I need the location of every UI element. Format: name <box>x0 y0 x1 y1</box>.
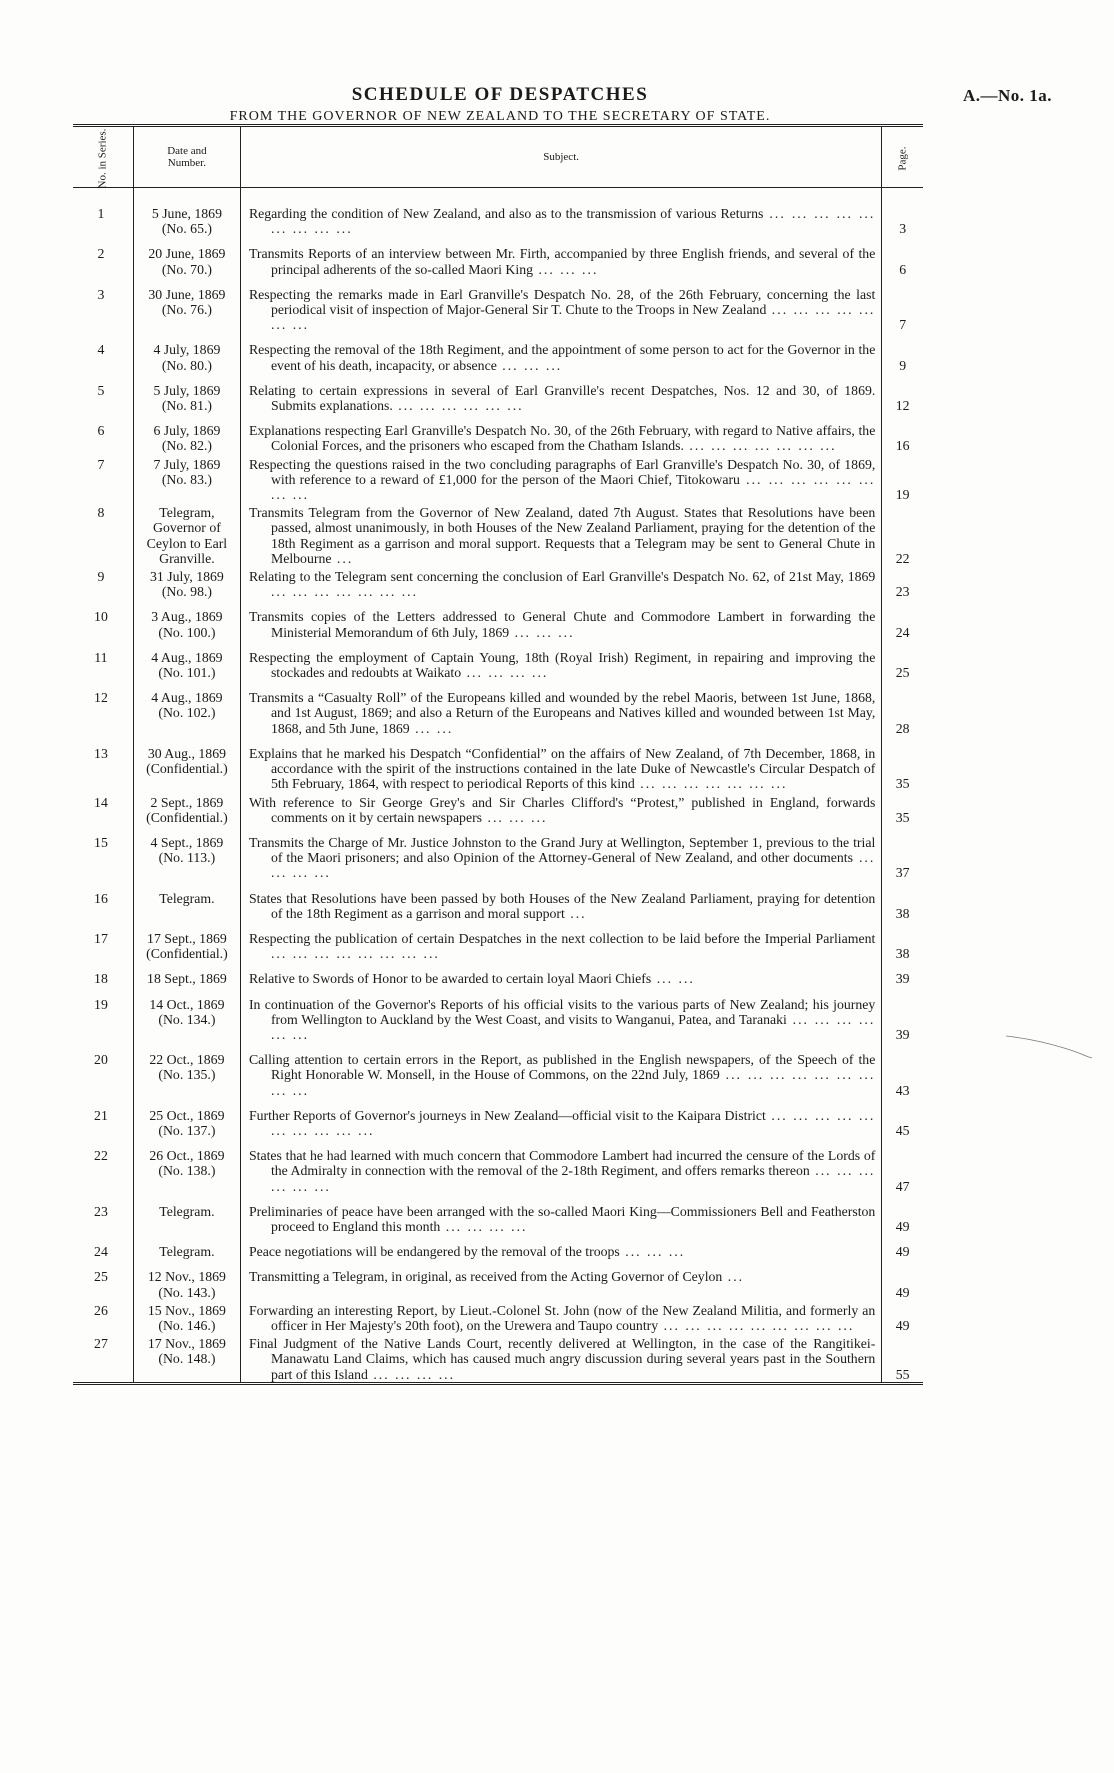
date-and-number <box>133 373 240 413</box>
date-and-number <box>133 599 240 639</box>
series-number: 23 <box>94 1203 108 1219</box>
date-and-number <box>133 736 240 792</box>
table-row <box>73 640 923 680</box>
subject-text: Transmits Telegram from the Governor of New Zealand, dated 7th August. States that Resolutions have been passed, almost unanimously, in both Houses of the New Zealand Parliament, praying for the detention of the 18th Regiment as a garrison and moral support. Requests that a Telegram may be sent to General Chute in Melbourne <box>248 505 876 566</box>
title-block <box>110 84 890 125</box>
table-row <box>73 736 923 792</box>
series-number: 3 <box>97 286 105 302</box>
subject-text: Transmits the Charge of Mr. Justice Johnston to the Grand Jury at Wellington, September 1, previous to the trial of the Maori prisoners; and also Opinion of the Attorney-General of New Zealand, and other documents <box>248 834 876 866</box>
despatch-subject <box>240 188 881 237</box>
despatch-date: 4 Sept., 1869 <box>150 834 224 850</box>
header-page: Page. <box>882 126 923 188</box>
despatch-subject <box>240 332 881 372</box>
despatch-subject <box>240 921 881 961</box>
despatch-subject <box>240 961 881 986</box>
series-number: 10 <box>94 609 108 625</box>
date-and-number <box>133 566 240 599</box>
table-row <box>73 1194 923 1234</box>
date-and-number <box>133 332 240 372</box>
subject-text: Relative to Swords of Honor to be awarded to certain loyal Maori Chiefs <box>248 971 652 987</box>
series-number: 18 <box>94 971 108 987</box>
series-number: 26 <box>94 1302 108 1318</box>
page-number: 7 <box>882 277 923 333</box>
series-number: 14 <box>94 794 108 810</box>
page-number: 55 <box>882 1333 923 1383</box>
despatch-date: 6 July, 1869 <box>153 423 221 439</box>
despatch-date: 12 Nov., 1869 <box>147 1269 226 1285</box>
subject-text: Transmits a “Casualty Roll” of the Europeans killed and wounded by the rebel Maoris, between 1st June, 1868, and 1st August, 1869; and also a Return of the Europeans and Natives killed and wounded between 1st May, 1868, and 5th June, 1869 <box>248 690 876 736</box>
page-number: 16 <box>882 413 923 453</box>
leader-dots: ... ... ... ... ... ... <box>270 1163 876 1194</box>
table-row <box>73 1234 923 1259</box>
page-number: 38 <box>882 921 923 961</box>
series-number: 5 <box>97 382 105 398</box>
despatch-date: 25 Oct., 1869 <box>149 1107 225 1123</box>
date-and-number <box>133 277 240 333</box>
page-number: 49 <box>882 1259 923 1299</box>
header-subject: Subject. <box>240 126 881 188</box>
table-row <box>73 188 923 237</box>
despatch-date: Telegram. <box>159 1203 215 1219</box>
despatch-subject <box>240 881 881 921</box>
series-number: 21 <box>94 1107 108 1123</box>
subject-text: Respecting the remarks made in Earl Granville's Despatch No. 28, of the 26th February, concerning the last periodical visit of inspection of Major-General Sir T. Chute to the Troops in New Zealand <box>248 286 876 318</box>
leader-dots: ... ... ... ... ... ... ... ... <box>270 946 440 962</box>
page-number: 38 <box>882 881 923 921</box>
page-number: 35 <box>882 792 923 825</box>
despatch-date: 17 Nov., 1869 <box>147 1336 226 1352</box>
leader-dots: ... ... ... <box>619 1244 686 1260</box>
despatch-subject <box>240 236 881 276</box>
despatch-subject <box>240 599 881 639</box>
table-row <box>73 373 923 413</box>
page-number: 12 <box>882 373 923 413</box>
despatch-schedule-table <box>73 124 923 1391</box>
subject-text: With reference to Sir George Grey's and Sir Charles Clifford's “Protest,” published in England, forwards comments on it by certain newspapers <box>248 794 876 825</box>
date-and-number <box>133 502 240 566</box>
date-and-number <box>133 1138 240 1194</box>
date-and-number <box>133 961 240 986</box>
subject-text: Relating to certain expressions in several of Earl Granville's recent Despatches, Nos. 12 and 30, of 1869. Submits explanations. <box>248 382 876 414</box>
despatch-subject <box>240 640 881 680</box>
table-footer-rule <box>73 1383 923 1391</box>
series-number: 6 <box>97 423 105 439</box>
date-and-number <box>133 1234 240 1259</box>
despatch-number: (No. 138.) <box>158 1163 216 1179</box>
despatch-subject <box>240 566 881 599</box>
despatch-number: (No. 65.) <box>161 221 213 237</box>
despatch-subject <box>240 1194 881 1234</box>
page-number: 43 <box>882 1042 923 1098</box>
subject-text: Respecting the employment of Captain Young, 18th (Royal Irish) Regiment, in repairing and improving the stockades and redoubts at Waikato <box>248 649 876 681</box>
page-number: 39 <box>882 961 923 986</box>
leader-dots: ... ... ... ... ... ... ... ... <box>270 471 876 503</box>
despatch-date: Telegram. <box>159 890 215 906</box>
date-and-number <box>133 1259 240 1299</box>
despatch-date: 22 Oct., 1869 <box>149 1052 225 1068</box>
table-row <box>73 236 923 276</box>
leader-dots: ... ... ... ... ... ... <box>270 1011 876 1042</box>
table-row <box>73 1098 923 1138</box>
date-and-number <box>133 1098 240 1138</box>
subject-text: Explanations respecting Earl Granville's Despatch No. 30, of the 26th February, with regard to Native affairs, the Colonial Forces, and the prisoners who escaped from the Chatham Islands. <box>248 423 876 454</box>
leader-dots: ... ... ... ... ... ... ... ... ... ... <box>270 1107 876 1138</box>
leader-dots: ... ... ... ... <box>461 665 549 681</box>
series-number: 20 <box>94 1052 108 1068</box>
series-number: 7 <box>97 456 105 472</box>
header-no: No. in Series. <box>73 126 133 188</box>
despatch-number: (No. 70.) <box>161 261 213 277</box>
despatch-number: (No. 102.) <box>158 705 216 721</box>
page-number: 19 <box>882 454 923 503</box>
despatch-date: 31 July, 1869 <box>149 569 224 585</box>
table-row <box>73 566 923 599</box>
subject-text: Final Judgment of the Native Lands Court, recently delivered at Wellington, in the case of the Rangitikei-Manawatu Land Claims, which has caused much angry discussion during several years past in the Southern part of this Island <box>248 1336 876 1382</box>
despatch-date: 3 Aug., 1869 <box>151 609 223 625</box>
despatch-subject <box>240 680 881 736</box>
despatch-date: 4 July, 1869 <box>153 342 221 358</box>
subject-text: Regarding the condition of New Zealand, and also as to the transmission of various Returns <box>248 206 764 221</box>
despatch-date: 18 Sept., 1869 <box>147 971 227 987</box>
subject-text: Respecting the removal of the 18th Regiment, and the appointment of some person to act for the Governor in the event of his death, incapacity, or absence <box>248 342 876 373</box>
page-subtitle: FROM THE GOVERNOR OF NEW ZEALAND TO THE SECRETARY OF STATE. <box>229 109 771 124</box>
series-number: 13 <box>94 745 108 761</box>
page-number: 49 <box>882 1300 923 1333</box>
despatch-number: (No. 82.) <box>161 438 213 454</box>
leader-dots: ... <box>331 550 354 566</box>
series-number: 27 <box>94 1336 108 1352</box>
subject-text: Peace negotiations will be endangered by the removal of the troops <box>248 1244 620 1260</box>
series-number: 12 <box>94 690 108 706</box>
despatch-subject <box>240 502 881 566</box>
date-and-number <box>133 454 240 503</box>
despatch-number: (Confidential.) <box>146 809 228 825</box>
subject-text: Transmits copies of the Letters addressed to General Chute and Commodore Lambert in forwarding the Ministerial Memorandum of 6th July, 1869 <box>248 609 876 640</box>
despatch-subject <box>240 277 881 333</box>
leader-dots: ... ... ... ... ... ... ... <box>270 584 419 600</box>
despatch-subject <box>240 454 881 503</box>
leader-dots: ... ... ... <box>509 624 575 640</box>
table-row <box>73 921 923 961</box>
despatch-number: (No. 148.) <box>158 1351 216 1367</box>
page-number: 45 <box>882 1098 923 1138</box>
leader-dots: ... ... <box>651 971 695 987</box>
subject-text: Transmitting a Telegram, in original, as received from the Acting Governor of Ceylon <box>248 1269 723 1285</box>
table-row <box>73 1333 923 1383</box>
page-number: 24 <box>882 599 923 639</box>
date-and-number <box>133 1333 240 1383</box>
despatch-number: (No. 80.) <box>161 357 213 373</box>
despatch-number: (No. 146.) <box>158 1317 216 1333</box>
page-number: 37 <box>882 825 923 881</box>
page-reference: A.—No. 1a. <box>962 86 1052 105</box>
leader-dots: ... ... ... <box>496 357 563 373</box>
series-number: 25 <box>94 1269 108 1285</box>
despatch-subject <box>240 373 881 413</box>
series-number: 4 <box>97 342 105 358</box>
despatch-date: 15 Nov., 1869 <box>147 1302 226 1318</box>
despatch-subject <box>240 413 881 453</box>
subject-text: Respecting the questions raised in the two concluding paragraphs of Earl Granville's Despatch No. 30, of 1869, with reference to a reward of £1,000 for the person of the Maori Chief, Titokowaru <box>248 456 876 487</box>
table-body <box>73 188 923 1384</box>
table-row <box>73 332 923 372</box>
subject-text: Respecting the publication of certain Despatches in the next collection to be laid before the Imperial Parliament <box>248 930 876 946</box>
despatch-date: 5 July, 1869 <box>153 382 221 398</box>
leader-dots: ... ... ... ... <box>440 1218 528 1234</box>
leader-dots: ... ... ... ... ... ... <box>392 398 524 414</box>
despatch-date: Telegram, <box>159 505 215 521</box>
despatch-date: 2 Sept., 1869 <box>150 794 224 810</box>
date-and-number <box>133 640 240 680</box>
page-number: 49 <box>882 1194 923 1234</box>
despatch-subject <box>240 1138 881 1194</box>
despatch-number: (Confidential.) <box>146 761 228 777</box>
leader-dots: ... ... ... ... ... ... ... <box>270 302 876 333</box>
series-number: 8 <box>97 505 105 521</box>
despatch-subject <box>240 1333 881 1383</box>
date-and-number <box>133 921 240 961</box>
date-and-number <box>133 680 240 736</box>
table-row <box>73 413 923 453</box>
series-number: 15 <box>94 834 108 850</box>
date-and-number <box>133 413 240 453</box>
despatch-number: (No. 100.) <box>158 624 216 640</box>
page-number: 49 <box>882 1234 923 1259</box>
subject-text: Transmits Reports of an interview between Mr. Firth, accompanied by three English friends, and several of the principal adherents of the so-called Maori King <box>248 246 876 277</box>
date-and-number <box>133 881 240 921</box>
despatch-number: (No. 81.) <box>161 398 213 414</box>
table-row <box>73 1042 923 1098</box>
page-number: 39 <box>882 987 923 1043</box>
subject-text: States that he had learned with much concern that Commodore Lambert had incurred the censure of the Lords of the Admiralty in connection with the removal of the 2-18th Regiment, and offers remarks thereon <box>248 1148 876 1179</box>
subject-text: Explains that he marked his Despatch “Confidential” on the affairs of New Zealand, of 7th December, 1868, in accordance with the spirit of the instructions contained in the late Duke of Newcastle's Circular Despatch of 5th February, 1864, with respect to periodical Reports of this kind <box>248 745 876 792</box>
despatch-number: (No. 137.) <box>158 1122 216 1138</box>
despatch-number: Governor of Ceylon to Earl Granville. <box>146 520 228 566</box>
despatch-subject <box>240 1300 881 1333</box>
leader-dots: ... ... ... ... ... ... ... ... ... <box>270 1067 876 1098</box>
date-and-number <box>133 825 240 881</box>
table-row <box>73 599 923 639</box>
page-number: 35 <box>882 736 923 792</box>
header-date: Date and Number. <box>133 126 240 188</box>
leader-dots: ... ... ... ... <box>367 1366 456 1382</box>
despatch-number: (No. 134.) <box>158 1011 216 1027</box>
table-row <box>73 454 923 503</box>
series-number: 1 <box>97 206 105 221</box>
series-number: 19 <box>94 996 108 1012</box>
page-number: 6 <box>882 236 923 276</box>
page-number: 9 <box>882 332 923 372</box>
subject-text: Forwarding an interesting Report, by Lieut.-Colonel St. John (now of the New Zealand Militia, and formerly an officer in Her Majesty's 20th foot), on the Urewera and Taupo country <box>248 1302 876 1333</box>
despatch-date: 5 June, 1869 <box>151 206 222 221</box>
table-row <box>73 825 923 881</box>
page-number: 28 <box>882 680 923 736</box>
page-number: 25 <box>882 640 923 680</box>
despatch-date: 7 July, 1869 <box>153 456 221 472</box>
date-and-number <box>133 188 240 237</box>
despatch-subject <box>240 1259 881 1299</box>
page-title: SCHEDULE OF DESPATCHES <box>351 84 649 105</box>
page-number: 3 <box>882 188 923 237</box>
despatch-number: (No. 83.) <box>161 471 213 487</box>
series-number: 11 <box>94 649 108 665</box>
leader-dots: ... <box>564 905 587 921</box>
despatch-date: 30 June, 1869 <box>148 286 226 302</box>
leader-dots: ... ... ... ... ... ... ... ... ... <box>270 206 876 237</box>
despatch-number: (No. 143.) <box>158 1284 216 1300</box>
despatch-subject <box>240 736 881 792</box>
despatch-date: 17 Sept., 1869 <box>147 930 227 946</box>
despatch-number: (No. 98.) <box>161 584 213 600</box>
leader-dots: ... ... ... <box>533 261 599 277</box>
date-and-number <box>133 1194 240 1234</box>
table-header-row <box>73 126 923 188</box>
page-number: 47 <box>882 1138 923 1194</box>
table-row <box>73 1300 923 1333</box>
series-number: 24 <box>94 1244 108 1260</box>
despatch-date: 26 Oct., 1869 <box>149 1148 225 1164</box>
despatch-date: 4 Aug., 1869 <box>151 690 223 706</box>
page-number: 22 <box>882 502 923 566</box>
subject-text: Further Reports of Governor's journeys in New Zealand—official visit to the Kaipara District <box>248 1107 766 1123</box>
despatch-date: 20 June, 1869 <box>148 246 226 262</box>
table-row <box>73 961 923 986</box>
despatch-date: 4 Aug., 1869 <box>151 649 223 665</box>
despatch-number: (No. 76.) <box>161 302 213 318</box>
table-row <box>73 987 923 1043</box>
subject-text: In continuation of the Governor's Reports of his official visits to the various parts of New Zealand; his journey from Wellington to Auckland by the West Coast, and visits to Wanganui, Patea, and Taranaki <box>248 996 876 1027</box>
subject-text: Calling attention to certain errors in the Report, as published in the English newspapers, of the Speech of the Right Honorable W. Monsell, in the House of Commons, on the 22nd July, 1869 <box>248 1052 876 1083</box>
despatch-subject <box>240 792 881 825</box>
table-row <box>73 680 923 736</box>
date-and-number <box>133 987 240 1043</box>
leader-dots: ... ... <box>409 720 454 736</box>
leader-dots: ... ... ... ... ... ... ... ... ... <box>658 1317 855 1333</box>
leader-dots: ... ... ... ... ... ... ... <box>634 776 788 792</box>
table-row <box>73 502 923 566</box>
series-number: 17 <box>94 930 108 946</box>
leader-dots: ... ... ... ... <box>270 850 876 881</box>
margin-mark <box>1004 1032 1094 1062</box>
table-row <box>73 881 923 921</box>
table-row <box>73 1138 923 1194</box>
series-number: 16 <box>94 890 108 906</box>
page-number: 23 <box>882 566 923 599</box>
despatch-number: (No. 135.) <box>158 1067 216 1083</box>
table-row <box>73 277 923 333</box>
despatch-subject <box>240 825 881 881</box>
date-and-number <box>133 792 240 825</box>
despatch-date: 14 Oct., 1869 <box>149 996 225 1012</box>
leader-dots: ... ... ... ... ... ... ... <box>683 438 837 454</box>
despatch-date: Telegram. <box>159 1244 215 1260</box>
date-and-number <box>133 236 240 276</box>
subject-text: States that Resolutions have been passed by both Houses of the New Zealand Parliament, praying for detention of the 18th Regiment as a garrison and moral support <box>248 890 876 921</box>
date-and-number <box>133 1300 240 1333</box>
leader-dots: ... <box>722 1269 745 1285</box>
despatch-subject <box>240 1234 881 1259</box>
series-number: 22 <box>94 1148 108 1164</box>
despatch-subject <box>240 987 881 1043</box>
despatch-number: (No. 113.) <box>158 850 216 866</box>
series-number: 2 <box>97 246 105 262</box>
despatch-subject <box>240 1042 881 1098</box>
leader-dots: ... ... ... <box>482 809 548 825</box>
subject-text: Relating to the Telegram sent concerning the conclusion of Earl Granville's Despatch No. 62, of 21st May, 1869 <box>248 569 876 585</box>
table-row <box>73 1259 923 1299</box>
despatch-date: 30 Aug., 1869 <box>147 745 226 761</box>
date-and-number <box>133 1042 240 1098</box>
table-row <box>73 792 923 825</box>
despatch-subject <box>240 1098 881 1138</box>
despatch-number: (No. 101.) <box>158 665 216 681</box>
series-number: 9 <box>97 569 105 585</box>
subject-text: Preliminaries of peace have been arranged with the so-called Maori King—Commissioners Bell and Featherston proceed to England this month <box>248 1203 876 1234</box>
despatch-number: (Confidential.) <box>146 946 228 962</box>
